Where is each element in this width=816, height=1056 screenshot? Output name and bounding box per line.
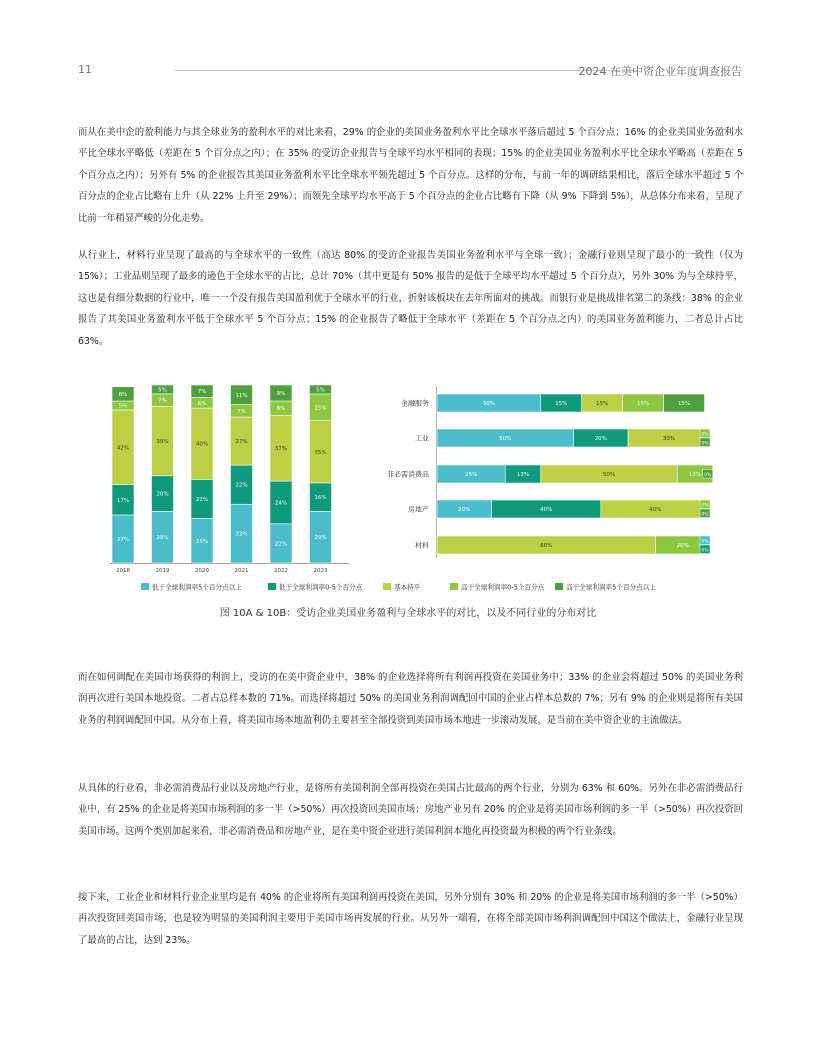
bar-value-label: 29% <box>156 535 169 542</box>
x-tick-label: 2019 <box>155 568 170 574</box>
x-tick-label: 2020 <box>195 568 209 574</box>
bar-value-label: 0% <box>701 539 709 545</box>
bar-value-label: 40% <box>195 441 209 448</box>
body-paragraph-1: 而从在美中企的盈利能力与其全球业务的盈利水平的对比来看，29% 的企业的美国业务盈利水平比全球水平落后超过 5 个百分点；16% 的企业美国业务盈利水平比全球水平略低（差距在 5 个百分点之内）；在 35% 的受访企业报告与全球平均水平相同的表现；15% 的企业美国业务盈利水平比全球水平略高（差距在 5 个百分点之内）；另外有 5% 的企业报告其美国业务盈利水平比全球水平领先超过 5 个百分点。这样的分布，与前一年的调研结果相比，落后全球水平超过 5 个百分点的企业占比略有上升（从 22% 上升至 29%）；而领先全球平均水平高于 5 个百分点的企业占比略有下降（从 9% 下降到 5%），从总体分布来看，呈现了比前一年稍显严峻的分化走势。 <box>78 127 743 224</box>
bar-value-label: 0% <box>704 472 712 478</box>
body-paragraph-5: 接下来，工业企业和材料行业企业里均是有 40% 的企业将所有美国利润再投资在美国，另外分别有 30% 和 20% 的企业是将美国市场利润的多一半（>50%）再次投资回美国市场，也是较为明显的美国利润主要用于美国市场再发展的行业。从另外一端看，在将全部美国市场利润调配回中国这个做法上，金融行业呈现了最高的占比，达到 23%。 <box>78 892 743 946</box>
bar-value-label: 0% <box>701 548 709 554</box>
bar-value-label: 27% <box>235 439 248 446</box>
bar-value-label: 25% <box>195 538 209 545</box>
category-label: 材料 <box>415 541 429 550</box>
category-label: 工业 <box>415 434 429 443</box>
bar-value-label: 6% <box>197 400 207 407</box>
figure-charts <box>0 380 816 600</box>
bar-value-label: 24% <box>274 500 288 507</box>
chart-legend <box>141 582 656 591</box>
bar-value-label: 25% <box>465 472 478 478</box>
bar-value-label: 37% <box>274 446 288 453</box>
bar-value-label: 22% <box>195 496 209 503</box>
bar-value-label: 7% <box>197 389 207 396</box>
bar-value-label: 0% <box>701 432 709 438</box>
x-tick-label: 2021 <box>234 568 249 574</box>
x-tick-label: 2022 <box>274 568 288 574</box>
page-header <box>78 63 742 79</box>
legend-swatch <box>450 583 458 590</box>
body-paragraph-4: 从具体的行业看，非必需消费品行业以及房地产行业，是将所有美国利润全部再投资在美国占比最高的两个行业，分别为 63% 和 60%。另外在非必需消费品行业中，有 25% 的企业是将美国市场利润的多一半（>50%）再次投资回美国市场；房地产业另有 20% 的企业是将美国市场利润的多一半（>50%）再次投资回美国市场。这两个类别加起来看，非必需消费品和房地产业，是在美中资企业进行美国利润本地化再投资最为积极的两个行业条线。 <box>78 783 743 837</box>
bar-value-label: 35% <box>314 449 327 456</box>
bar-value-label: 22% <box>235 482 248 489</box>
bar-value-label: 15% <box>636 401 650 407</box>
bar-value-label: 5% <box>118 403 128 410</box>
bar-value-label: 40% <box>540 507 553 513</box>
bar-value-label: 16% <box>314 495 327 502</box>
bar-value-label: 30% <box>662 436 676 442</box>
bar-value-label: 7% <box>158 398 167 405</box>
bar-value-label: 42% <box>116 445 130 452</box>
bar-value-label: 29% <box>314 535 327 542</box>
bar-value-label: 0% <box>701 441 709 447</box>
legend-label: 高于全球利润率5个百分点以上 <box>566 583 656 592</box>
bar-value-label: 17% <box>116 497 130 504</box>
legend-swatch <box>141 583 149 590</box>
bar-value-label: 38% <box>482 401 495 407</box>
legend-swatch <box>383 583 391 590</box>
legend-label: 低于全球利润率0-5个百分点 <box>279 583 363 592</box>
bar-value-label: 0% <box>701 512 709 518</box>
bar-value-label: 33% <box>235 531 248 538</box>
bar-value-label: 13% <box>516 472 530 478</box>
chart-10a-yearly-stacked-bars <box>110 385 349 574</box>
bar-value-label: 5% <box>316 387 325 394</box>
bar-value-label: 40% <box>649 507 662 513</box>
body-paragraph-3: 而在如何调配在美国市场获得的利润上，受访的在美中资企业中，38% 的企业选择将所有利润再投资在美国业务中；33% 的企业会将超过 50% 的美国业务利润再次进行美国本地投资。二者占总样本数的 71%。而选择将超过 50% 的美国业务利润调配回中国的企业占样本总数的 7%；另有 9% 的企业则是将所有美国业务的利润调配回中国。从分布上看，将美国市场本地盈利仍主要甚至全部投资到美国市场本地进一步滚动发展，是当前在美中资企业的主流做法。 <box>78 672 743 726</box>
bar-value-label: 0% <box>701 503 709 509</box>
body-paragraph-2: 从行业上，材料行业呈现了最高的与全球水平的一致性（高达 80% 的受访企业报告美国业务盈利水平与全球一致）；金融行业则呈现了最小的一致性（仅为 15%）；工业品则呈现了最多的逊色于全球水平的占比，总计 70%（其中更是有 50% 报告的是低于全球平均水平超过 5 个百分点），另外 30% 为与全球持平，这也是有细分数据的行业中，唯一一个没有报告美国盈利优于全球水平的行业，折射该板块在去年所面对的挑战。而银行业是挑战排名第二的条线：38% 的企业报告了其美国业务盈利水平低于全球水平 5 个百分点；15% 的企业报告了略低于全球水平（差距在 5 个百分点之内）的美国业务盈利能力，二者总计占比 63%。 <box>78 250 743 347</box>
bar-value-label: 7% <box>237 408 246 415</box>
page-number: 11 <box>78 63 92 76</box>
report-title: 2024 在美中资企业年度调查报告 <box>578 65 742 78</box>
bar-value-label: 5% <box>158 387 167 394</box>
category-label: 房地产 <box>408 505 429 514</box>
legend-swatch <box>555 583 563 590</box>
bar-value-label: 80% <box>540 543 553 549</box>
legend-label: 高于全球利润率0-5个百分点 <box>461 583 545 592</box>
chart-10b-industry-stacked-bars <box>387 386 713 558</box>
bar-value-label: 22% <box>274 541 288 548</box>
bar-value-label: 20% <box>676 543 689 549</box>
bar-value-label: 11% <box>235 392 248 399</box>
bar-value-label: 27% <box>116 536 130 543</box>
bar-value-label: 15% <box>314 405 327 412</box>
bar-value-label: 20% <box>156 491 169 498</box>
legend-swatch <box>268 583 276 590</box>
category-label: 金融服务 <box>401 399 429 408</box>
x-tick-label: 2023 <box>313 568 328 574</box>
bar-value-label: 50% <box>499 436 512 442</box>
bar-value-label: 9% <box>276 391 286 398</box>
bar-value-label: 20% <box>458 507 471 513</box>
category-label: 非必需消费品 <box>387 470 429 479</box>
x-tick-label: 2018 <box>116 568 130 574</box>
bar-value-label: 8% <box>118 391 128 398</box>
bar-value-label: 13% <box>688 472 702 478</box>
legend-label: 低于全球利润率5个百分点以上 <box>152 583 242 592</box>
header-divider <box>174 70 638 71</box>
bar-value-label: 15% <box>596 401 609 407</box>
bar-value-label: 8% <box>276 406 286 413</box>
figure-caption: 图 10A & 10B：受访企业美国业务盈利与全球水平的对比，以及不同行业的分布对比 <box>219 608 597 619</box>
bar-value-label: 50% <box>602 472 616 478</box>
bar-value-label: 15% <box>555 401 568 407</box>
bar-value-label: 15% <box>677 401 691 407</box>
bar-value-label: 39% <box>156 439 169 446</box>
legend-label: 基本持平 <box>394 583 421 592</box>
bar-value-label: 20% <box>594 436 607 442</box>
